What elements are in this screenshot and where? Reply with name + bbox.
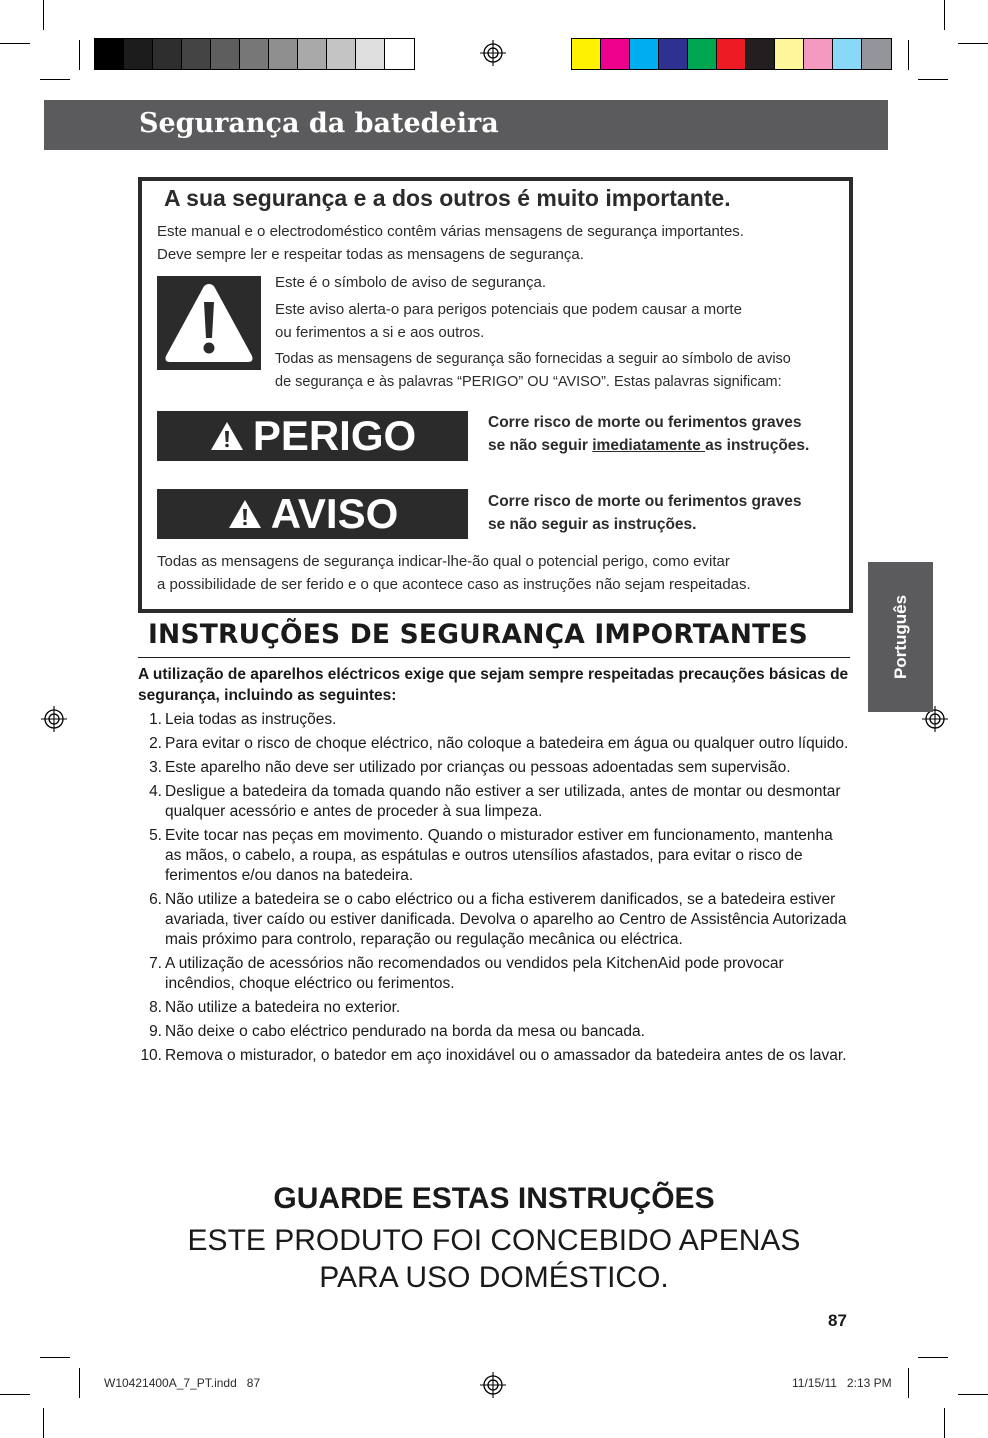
color-swatch [240,39,269,69]
color-swatch [124,39,153,69]
instruction-item [138,710,853,730]
file-slug: W10421400A_7_PT.indd 87 [104,1376,261,1390]
color-swatch [659,39,688,69]
instruction-number: 8. [149,999,162,1016]
color-swatch [95,39,124,69]
crop-mark [0,1394,30,1395]
instruction-text: Não utilize a batedeira no exterior. [165,999,401,1016]
danger-description [488,411,809,457]
danger-signal-word [157,411,468,461]
instruction-text: Não deixe o cabo eléctrico pendurado na borda da mesa ou bancada. [165,1023,645,1040]
color-swatch [385,39,414,69]
instruction-number: 1. [149,711,162,728]
instruction-item [138,758,853,778]
crop-mark [43,0,44,30]
instructions-heading: INSTRUÇÕES DE SEGURANÇA IMPORTANTES [148,619,808,650]
color-swatch [775,39,804,69]
warning-description [488,490,802,536]
crop-mark [40,1357,70,1358]
instruction-number: 6. [149,891,162,908]
symbol-description: de segurança e às palavras “PERIGO” OU “AVISO”. Estas palavras significam: [275,374,782,390]
crop-mark [908,1368,909,1398]
instruction-text: Não utilize a batedeira se o cabo eléctrico ou a ficha estiverem danificados, se a batedeira estiver avariada, tiver caído ou estiver danificada. Devolva o aparelho ao Centro de Assistência Autorizada mais próximo para controlo, reparação ou regulação mecânica ou eléctrica. [165,891,847,948]
print-timestamp: 11/15/11 2:13 PM [792,1376,892,1390]
domestic-use-line: PARA USO DOMÉSTICO. [319,1261,669,1294]
grayscale-color-bar [94,38,415,70]
instruction-item [138,782,853,822]
safety-intro-line: Este manual e o electrodoméstico contêm várias mensagens de segurança importantes. [157,223,744,240]
instructions-intro: A utilização de aparelhos eléctricos exige que sejam sempre respeitadas precauções básicas de segurança, incluindo as seguintes: [138,666,849,704]
instruction-number: 3. [149,759,162,776]
color-swatch [746,39,775,69]
crop-mark [79,1368,80,1398]
symbol-description: Este aviso alerta-o para perigos potenciais que podem causar a morte [275,301,742,318]
warning-triangle-icon [157,276,261,370]
crop-mark [944,1408,945,1438]
safety-alert-symbol [157,276,261,370]
crop-mark [944,0,945,30]
crop-mark [43,1408,44,1438]
registration-mark-icon [41,706,67,732]
page-number: 87 [828,1311,847,1330]
color-swatch [182,39,211,69]
language-tab-label: Português [890,594,910,680]
instruction-text: Desligue a batedeira da tomada quando não estiver a ser utilizada, antes de montar ou desmontar qualquer acessório e antes de proceder à sua limpeza. [165,783,841,820]
color-swatch [630,39,659,69]
warning-description-line: Corre risco de morte ou ferimentos graves [488,493,802,510]
crop-mark [908,40,909,70]
instruction-number: 10. [140,1047,162,1064]
color-swatch [572,39,601,69]
symbol-description: Este é o símbolo de aviso de segurança. [275,274,546,291]
danger-description-line: Corre risco de morte ou ferimentos graves [488,414,802,431]
color-swatch [153,39,182,69]
crop-mark [918,79,948,80]
instruction-item [138,1022,853,1042]
warning-triangle-icon [227,498,263,530]
warning-label: AVISO [270,490,399,537]
crop-mark [958,1394,988,1395]
instruction-item [138,734,853,754]
process-color-bar [571,38,892,70]
color-swatch [833,39,862,69]
instruction-number: 4. [149,783,162,800]
safety-box-title: A sua segurança e a dos outros é muito importante. [164,185,731,211]
instruction-item [138,890,853,950]
domestic-use-notice [0,1222,988,1296]
color-swatch [327,39,356,69]
color-swatch [804,39,833,69]
save-instructions-heading: GUARDE ESTAS INSTRUÇÕES [273,1182,715,1215]
danger-label: PERIGO [252,412,417,459]
instruction-number: 9. [149,1023,162,1040]
registration-mark-icon [480,40,506,66]
instruction-text: Para evitar o risco de choque eléctrico, não coloque a batedeira em água ou qualquer outro líquido. [165,735,849,752]
instruction-text: Leia todas as instruções. [165,711,337,728]
safety-intro-line: Deve sempre ler e respeitar todas as mensagens de segurança. [157,246,584,263]
color-swatch [356,39,385,69]
crop-mark [79,40,80,70]
instruction-text: Remova o misturador, o batedor em aço inoxidável ou o amassador da batedeira antes de os lavar. [165,1047,847,1064]
crop-mark [0,43,30,44]
instruction-text: Este aparelho não deve ser utilizado por crianças ou pessoas adoentadas sem supervisão. [165,759,791,776]
color-swatch [269,39,298,69]
instruction-text: Evite tocar nas peças em movimento. Quando o misturador estiver em funcionamento, mantenha as mãos, o cabelo, a roupa, as espátulas e outros utensílios afastados, para evitar o risco de ferimentos e/ou danos na batedeira. [165,827,833,884]
registration-mark-icon [480,1372,506,1398]
safety-footer-line: a possibilidade de ser ferido e o que acontece caso as instruções não sejam respeitadas. [157,576,751,593]
safety-footer-line: Todas as mensagens de segurança indicar-lhe-ão qual o potencial perigo, como evitar [157,553,730,570]
color-swatch [298,39,327,69]
instructions-list [138,710,853,1070]
instruction-number: 2. [149,735,162,752]
symbol-description: Todas as mensagens de segurança são fornecidas a seguir ao símbolo de aviso [275,351,791,367]
warning-description-line: se não seguir as instruções. [488,516,697,533]
instruction-number: 5. [149,827,162,844]
domestic-use-line: ESTE PRODUTO FOI CONCEBIDO APENAS [187,1224,801,1257]
instruction-text: A utilização de acessórios não recomendados ou vendidos pela KitchenAid pode provocar incêndios, choque eléctrico ou ferimentos. [165,955,784,992]
color-swatch [601,39,630,69]
emphasis-word: imediatamente [592,437,706,454]
instruction-item [138,998,853,1018]
color-swatch [211,39,240,69]
danger-description-line: se não seguir imediatamente as instruções. [488,437,810,454]
symbol-description: ou ferimentos a si e aos outros. [275,324,485,341]
warning-signal-word [157,489,468,539]
crop-mark [40,79,70,80]
crop-mark [918,1357,948,1358]
instruction-item [138,826,853,886]
color-swatch [862,39,891,69]
color-swatch [717,39,746,69]
instruction-item [138,1046,853,1066]
instruction-number: 7. [149,955,162,972]
color-swatch [688,39,717,69]
language-tab [868,562,933,712]
warning-triangle-icon [209,420,245,452]
section-title: Segurança da batedeira [139,108,499,139]
crop-mark [958,43,988,44]
heading-divider [138,657,850,658]
instruction-item [138,954,853,994]
